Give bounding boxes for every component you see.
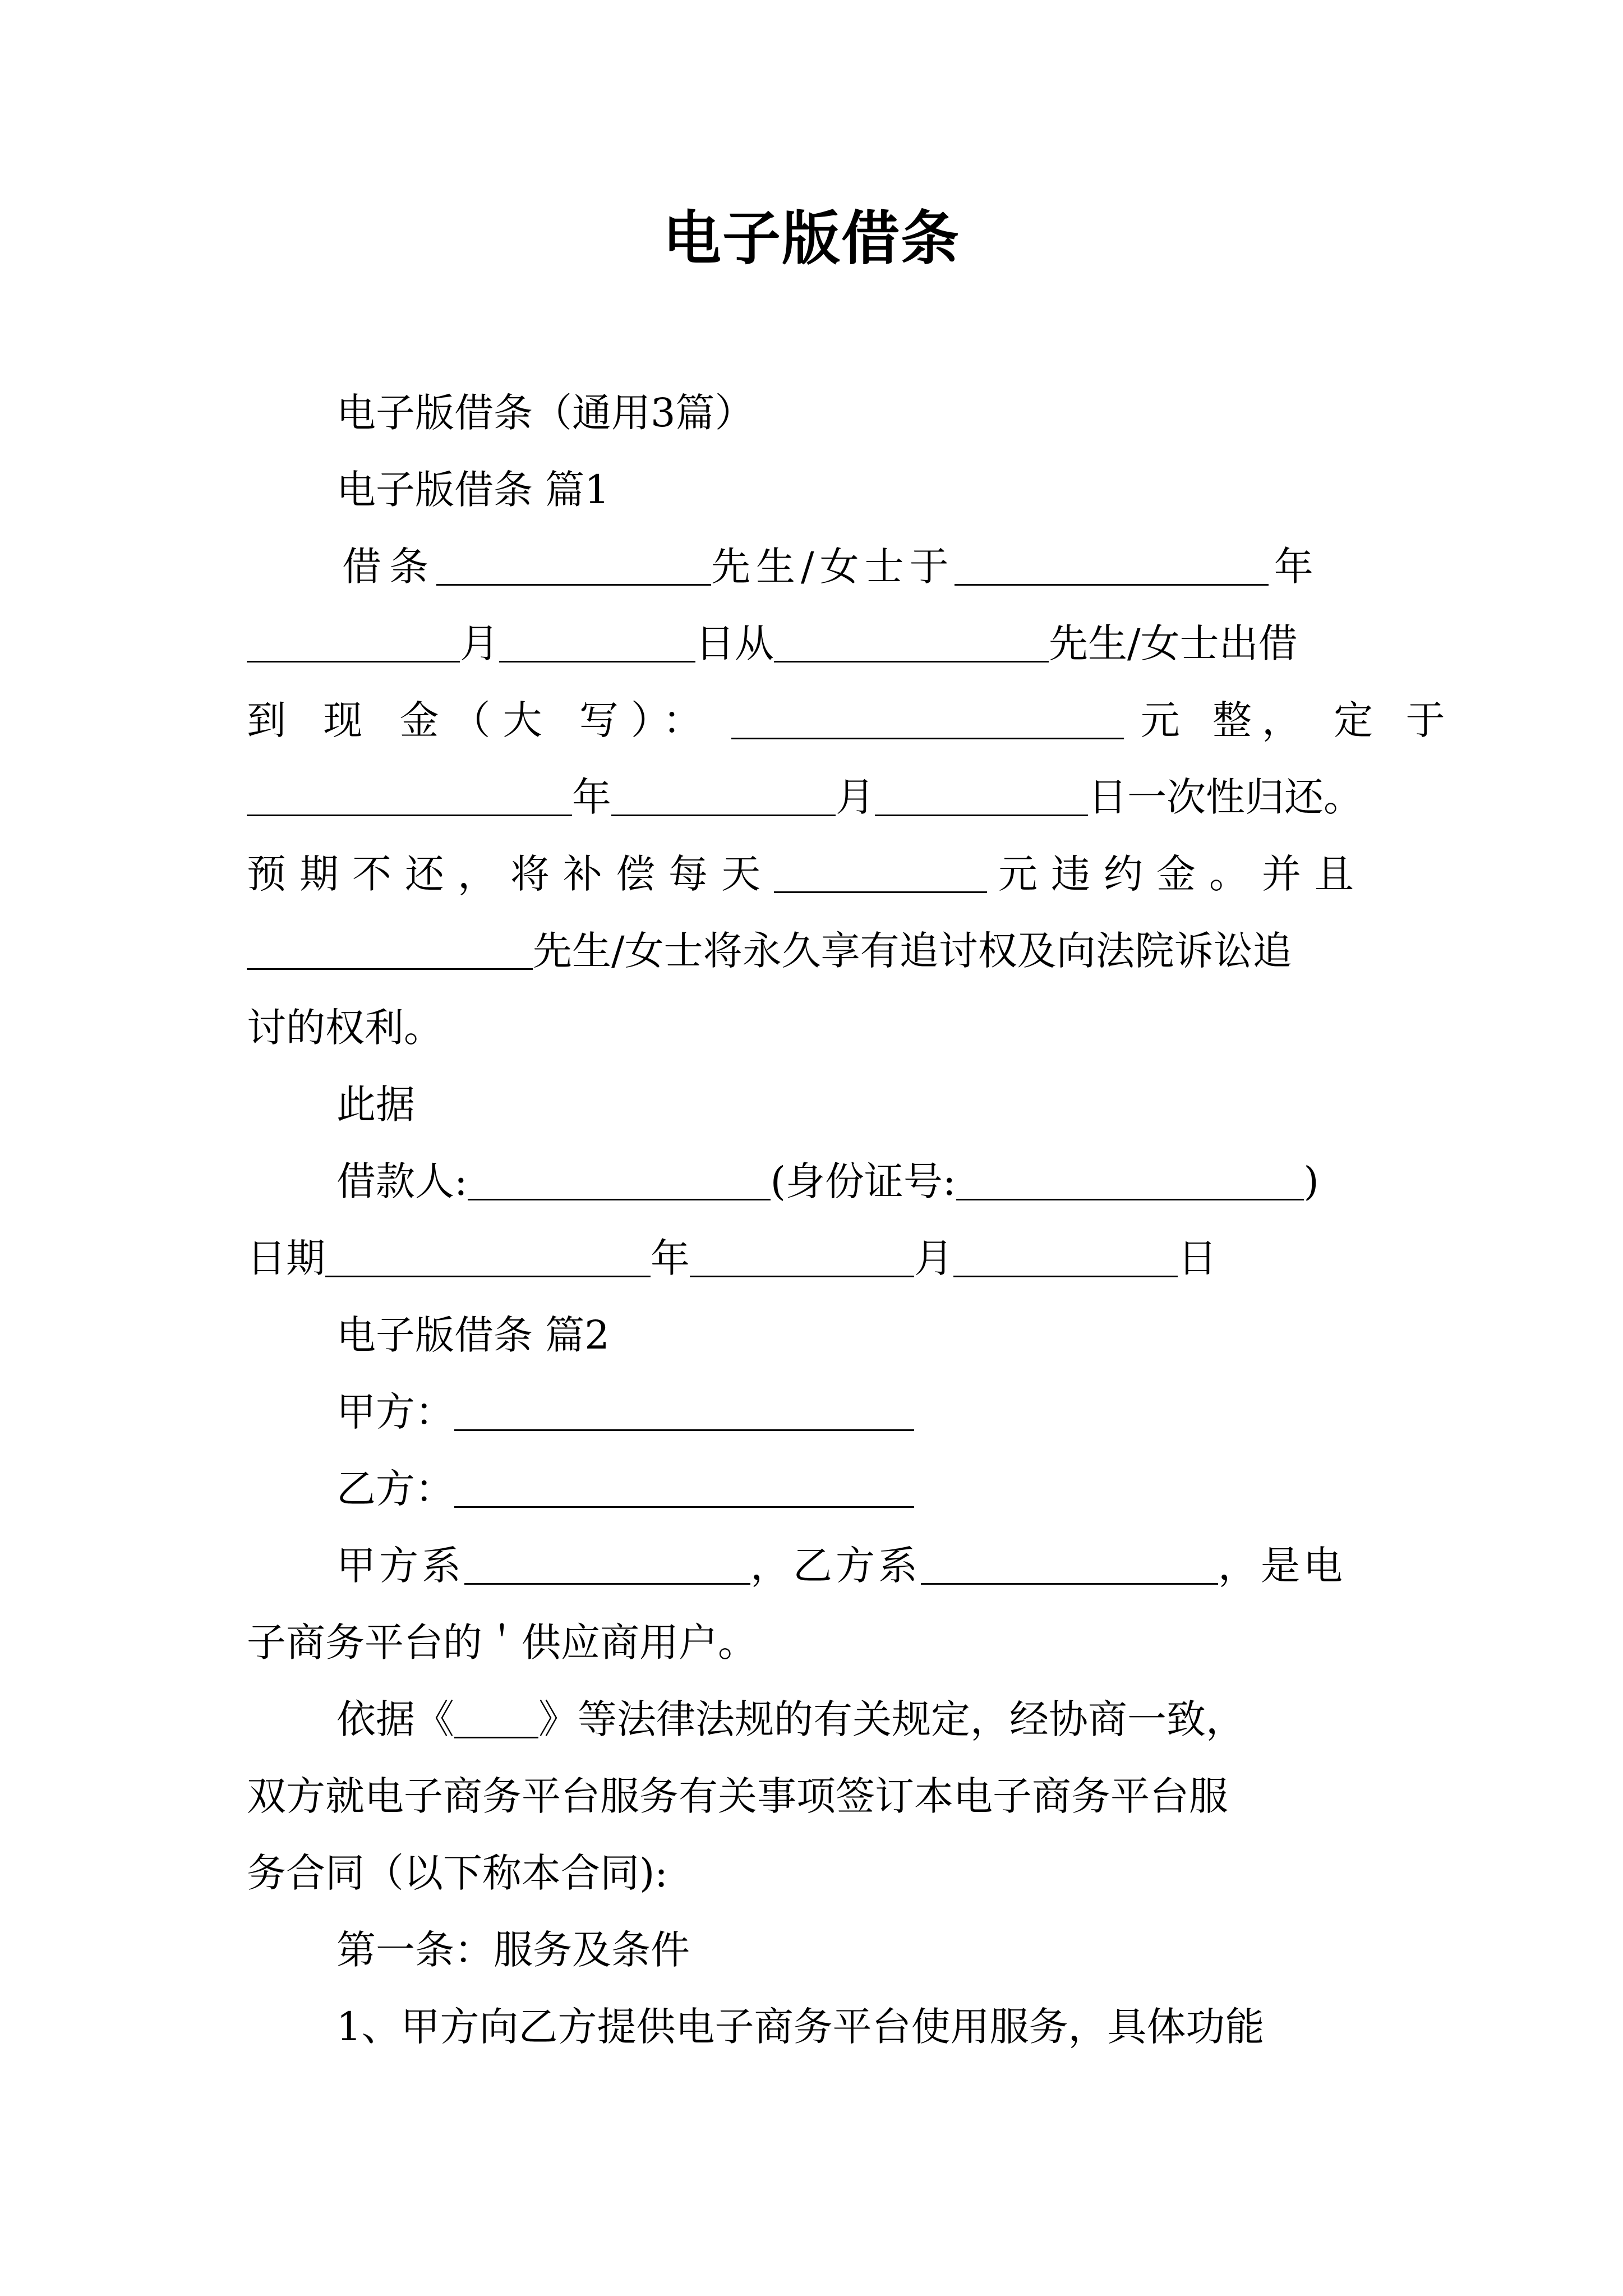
amount-blank bbox=[731, 693, 1124, 739]
loan-text-line-4: 年 月 日一次性归还。 bbox=[247, 759, 1378, 836]
basis-line-1: 依据《 》等法律法规的有关规定，经协商一致， bbox=[247, 1681, 1378, 1758]
borrower-line: 借款人: (身份证号: ) bbox=[247, 1143, 1378, 1220]
rights-holder-blank bbox=[247, 923, 533, 970]
basis-line-2: 双方就电子商务平台服务有关事项签订本电子商务平台服 bbox=[247, 1773, 1228, 1819]
borrower-name-blank bbox=[436, 539, 711, 586]
hereby-line: 此据 bbox=[336, 1082, 415, 1128]
document-body bbox=[247, 375, 1455, 2065]
repay-day-blank bbox=[875, 770, 1088, 816]
loan-text-line-1: 借条 先生/女士于 年 bbox=[247, 528, 1378, 605]
party-a-line: 甲方： bbox=[247, 1374, 1378, 1451]
party-b-desc-blank bbox=[921, 1538, 1218, 1585]
month-blank bbox=[247, 616, 460, 662]
party-b-blank bbox=[454, 1461, 914, 1508]
document-title: 电子版借条 bbox=[662, 204, 960, 273]
section-heading-2: 电子版借条 篇2 bbox=[336, 1312, 610, 1358]
party-a-blank bbox=[454, 1384, 914, 1431]
loan-text-line-2: 月 日从 先生/女士出借 bbox=[247, 605, 1378, 682]
loan-text-line-3: 到 现 金（大 写）： 元 整， 定 于 bbox=[247, 682, 1378, 759]
doc-subtitle: 电子版借条（通用3篇） bbox=[336, 390, 754, 436]
loan-text-line-5: 预期不还，将补偿每天 元违约金。并且 bbox=[247, 836, 1378, 913]
article-1-heading: 第一条：服务及条件 bbox=[336, 1927, 690, 1973]
year-blank bbox=[955, 539, 1269, 586]
borrower-signature-blank bbox=[468, 1154, 771, 1200]
article-1-item-1: 1、甲方向乙方提供电子商务平台使用服务，具体功能 bbox=[336, 2004, 1265, 2050]
loan-text-line-6: 先生/女士将永久享有追讨权及向法院诉讼追 bbox=[247, 913, 1378, 990]
section-heading-1: 电子版借条 篇1 bbox=[336, 467, 610, 513]
loan-text-line-7: 讨的权利。 bbox=[247, 1005, 443, 1051]
repay-year-blank bbox=[247, 770, 572, 816]
day-blank bbox=[499, 616, 695, 662]
party-a-desc-blank bbox=[464, 1538, 750, 1585]
date-month-blank bbox=[690, 1231, 914, 1277]
parties-desc-line-1: 甲方系 ，乙方系 ，是电 bbox=[247, 1527, 1378, 1604]
parties-desc-line-2: 子商务平台的＇供应商用户。 bbox=[247, 1619, 757, 1665]
date-year-blank bbox=[325, 1231, 651, 1277]
date-line: 日期 年 月 日 bbox=[247, 1220, 1378, 1297]
basis-line-3: 务合同（以下称本合同): bbox=[247, 1850, 668, 1896]
id-number-blank bbox=[956, 1154, 1304, 1200]
repay-month-blank bbox=[611, 770, 836, 816]
party-b-line: 乙方： bbox=[247, 1451, 1378, 1527]
date-day-blank bbox=[953, 1231, 1178, 1277]
law-name-blank bbox=[454, 1692, 538, 1738]
lender-name-blank bbox=[774, 616, 1049, 662]
penalty-blank bbox=[774, 846, 987, 893]
